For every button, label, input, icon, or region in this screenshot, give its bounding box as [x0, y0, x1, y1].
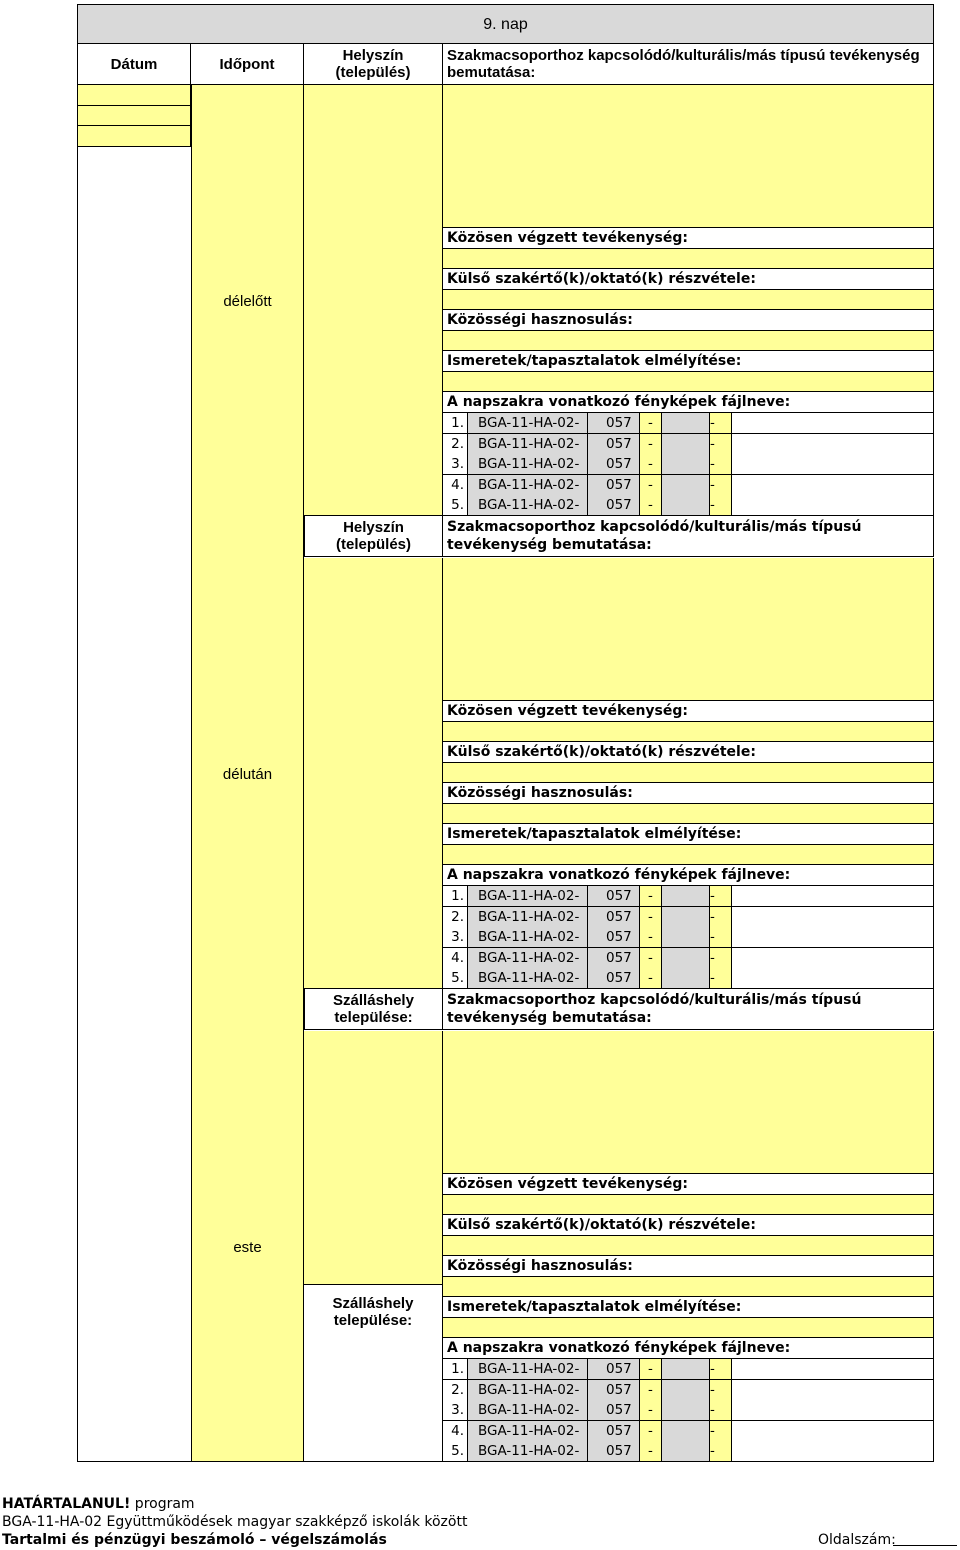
section-input-kozossegi[interactable] — [443, 804, 934, 824]
photo-separator — [662, 886, 710, 907]
photo-code: BGA-11-HA-02- — [468, 948, 588, 969]
photo-code: BGA-11-HA-02- — [468, 907, 588, 928]
photo-dash-1[interactable]: - — [640, 968, 662, 989]
photo-separator — [662, 948, 710, 969]
period-label: délután — [222, 765, 273, 783]
photo-group: 057 — [588, 968, 640, 989]
place-header: Helyszín (település) — [304, 44, 443, 85]
photo-dash-2[interactable]: - — [710, 1400, 732, 1421]
photo-dash-2[interactable]: - — [710, 907, 732, 928]
photo-dash-1[interactable]: - — [640, 927, 662, 948]
photo-dash-1[interactable]: - — [640, 907, 662, 928]
photo-dash-2[interactable]: - — [710, 948, 732, 969]
photo-dash-1[interactable]: - — [640, 1380, 662, 1401]
photo-dash-2[interactable]: - — [710, 413, 732, 434]
photo-row-blank — [732, 1421, 934, 1442]
photo-separator — [662, 1441, 710, 1462]
photo-separator — [662, 454, 710, 475]
time-header: Időpont — [191, 44, 304, 85]
photo-dash-2[interactable]: - — [710, 434, 732, 455]
section-label-kozossegi: Közösségi hasznosulás: — [443, 783, 934, 804]
photo-separator — [662, 1421, 710, 1442]
photo-separator — [662, 413, 710, 434]
photo-dash-1[interactable]: - — [640, 495, 662, 516]
photo-code: BGA-11-HA-02- — [468, 886, 588, 907]
photo-dash-2[interactable]: - — [710, 1421, 732, 1442]
photo-dash-1[interactable]: - — [640, 1421, 662, 1442]
photo-row-blank — [732, 1400, 934, 1421]
place-input[interactable] — [304, 558, 443, 989]
photo-row-number: 2. — [443, 907, 468, 928]
photo-code: BGA-11-HA-02- — [468, 1380, 588, 1401]
section-input-kozos[interactable] — [443, 722, 934, 742]
section-label-kulso: Külső szakértő(k)/oktató(k) részvétele: — [443, 742, 934, 763]
photo-dash-1[interactable]: - — [640, 1359, 662, 1380]
section-input-kozos[interactable] — [443, 249, 934, 269]
photo-code: BGA-11-HA-02- — [468, 1441, 588, 1462]
photo-separator — [662, 1380, 710, 1401]
photo-separator — [662, 1400, 710, 1421]
section-input-kulso[interactable] — [443, 763, 934, 783]
section-input-kulso[interactable] — [443, 1236, 934, 1256]
place-header: Helyszín (település) — [304, 516, 443, 557]
photo-row-number: 3. — [443, 927, 468, 948]
photos-label: A napszakra vonatkozó fényképek fájlneve: — [443, 1338, 934, 1359]
photo-row-blank — [732, 948, 934, 969]
activity-description-input[interactable] — [443, 85, 934, 228]
section-input-ismeretek[interactable] — [443, 372, 934, 392]
section-label-ismeretek: Ismeretek/tapasztalatok elmélyítése: — [443, 1297, 934, 1318]
photo-row-number: 2. — [443, 1380, 468, 1401]
photo-dash-1[interactable]: - — [640, 886, 662, 907]
photo-dash-1[interactable]: - — [640, 1400, 662, 1421]
photo-group: 057 — [588, 434, 640, 455]
photo-dash-2[interactable]: - — [710, 495, 732, 516]
photo-code: BGA-11-HA-02- — [468, 927, 588, 948]
period-label: este — [233, 1238, 262, 1256]
photo-row-number: 3. — [443, 1400, 468, 1421]
photo-row-blank — [732, 1359, 934, 1380]
place-header: Szálláshely települése: — [304, 989, 443, 1030]
photo-row-blank — [732, 413, 934, 434]
page-label: Oldalszám: — [818, 1532, 896, 1548]
date-input-2[interactable] — [77, 106, 191, 126]
place-input[interactable] — [304, 85, 443, 516]
photo-row-number: 2. — [443, 434, 468, 455]
period-label: délelőtt — [223, 292, 272, 310]
date-header: Dátum — [77, 44, 191, 85]
photo-code: BGA-11-HA-02- — [468, 475, 588, 496]
section-label-kozossegi: Közösségi hasznosulás: — [443, 310, 934, 331]
photo-code: BGA-11-HA-02- — [468, 968, 588, 989]
photo-row-number: 5. — [443, 1441, 468, 1462]
photo-row-blank — [732, 907, 934, 928]
photo-code: BGA-11-HA-02- — [468, 434, 588, 455]
activity-header: Szakmacsoporthoz kapcsolódó/kulturális/más típusú tevékenység bemutatása: — [443, 44, 934, 85]
accommodation-label: Szálláshely települése: — [304, 1285, 443, 1462]
photo-dash-2[interactable]: - — [710, 1441, 732, 1462]
photo-row-blank — [732, 927, 934, 948]
section-label-ismeretek: Ismeretek/tapasztalatok elmélyítése: — [443, 351, 934, 372]
photo-dash-2[interactable]: - — [710, 1380, 732, 1401]
photos-label: A napszakra vonatkozó fényképek fájlneve: — [443, 392, 934, 413]
section-input-ismeretek[interactable] — [443, 1318, 934, 1338]
section-input-kozossegi[interactable] — [443, 331, 934, 351]
photo-row-number: 5. — [443, 968, 468, 989]
photo-group: 057 — [588, 495, 640, 516]
photo-dash-1[interactable]: - — [640, 454, 662, 475]
section-input-ismeretek[interactable] — [443, 845, 934, 865]
page-number-line[interactable] — [893, 1545, 957, 1546]
photo-code: BGA-11-HA-02- — [468, 413, 588, 434]
photo-row-number: 5. — [443, 495, 468, 516]
photo-row-number: 4. — [443, 475, 468, 496]
photo-code: BGA-11-HA-02- — [468, 1421, 588, 1442]
photo-separator — [662, 475, 710, 496]
section-label-kulso: Külső szakértő(k)/oktató(k) részvétele: — [443, 1215, 934, 1236]
photo-separator — [662, 927, 710, 948]
section-label-kulso: Külső szakértő(k)/oktató(k) részvétele: — [443, 269, 934, 290]
photo-group: 057 — [588, 1441, 640, 1462]
photo-dash-2[interactable]: - — [710, 475, 732, 496]
photo-dash-2[interactable]: - — [710, 454, 732, 475]
date-input-1[interactable] — [77, 85, 191, 106]
photo-code: BGA-11-HA-02- — [468, 1400, 588, 1421]
photo-dash-2[interactable]: - — [710, 968, 732, 989]
activity-description-input[interactable] — [443, 558, 934, 701]
photo-group: 057 — [588, 927, 640, 948]
photo-dash-2[interactable]: - — [710, 886, 732, 907]
photo-row-number: 4. — [443, 948, 468, 969]
photo-group: 057 — [588, 1400, 640, 1421]
photo-group: 057 — [588, 1421, 640, 1442]
photo-row-number: 1. — [443, 1359, 468, 1380]
section-input-kozos[interactable] — [443, 1195, 934, 1215]
photo-row-number: 3. — [443, 454, 468, 475]
photo-row-number: 1. — [443, 413, 468, 434]
place-input[interactable] — [304, 1031, 443, 1285]
photo-group: 057 — [588, 1380, 640, 1401]
section-label-ismeretek: Ismeretek/tapasztalatok elmélyítése: — [443, 824, 934, 845]
photo-separator — [662, 968, 710, 989]
photo-row-blank — [732, 968, 934, 989]
photo-row-blank — [732, 495, 934, 516]
photo-separator — [662, 495, 710, 516]
activity-description-input[interactable] — [443, 1031, 934, 1174]
report-line: Tartalmi és pénzügyi beszámoló – végelszámolás — [2, 1532, 387, 1548]
section-label-kozos: Közösen végzett tevékenység: — [443, 701, 934, 722]
photo-row-blank — [732, 475, 934, 496]
program-suffix: program — [130, 1496, 195, 1512]
photo-code: BGA-11-HA-02- — [468, 1359, 588, 1380]
program-name: HATÁRTALANUL! — [2, 1496, 131, 1512]
photos-label: A napszakra vonatkozó fényképek fájlneve: — [443, 865, 934, 886]
photo-row-blank — [732, 886, 934, 907]
photo-dash-1[interactable]: - — [640, 475, 662, 496]
section-label-kozos: Közösen végzett tevékenység: — [443, 1174, 934, 1195]
photo-group: 057 — [588, 1359, 640, 1380]
date-column-blank — [77, 147, 191, 1462]
photo-dash-2[interactable]: - — [710, 927, 732, 948]
photo-separator — [662, 907, 710, 928]
section-label-kozos: Közösen végzett tevékenység: — [443, 228, 934, 249]
activity-header: Szakmacsoporthoz kapcsolódó/kulturális/más típusú tevékenység bemutatása: — [443, 989, 934, 1030]
photo-row-number: 1. — [443, 886, 468, 907]
photo-dash-2[interactable]: - — [710, 1359, 732, 1380]
photo-separator — [662, 434, 710, 455]
photo-row-blank — [732, 1380, 934, 1401]
project-line: BGA-11-HA-02 Együttműködések magyar szakképző iskolák között — [2, 1514, 468, 1530]
photo-row-blank — [732, 454, 934, 475]
photo-code: BGA-11-HA-02- — [468, 454, 588, 475]
photo-row-number: 4. — [443, 1421, 468, 1442]
day-title: 9. nap — [77, 4, 934, 44]
photo-group: 057 — [588, 948, 640, 969]
photo-dash-1[interactable]: - — [640, 948, 662, 969]
photo-group: 057 — [588, 886, 640, 907]
photo-code: BGA-11-HA-02- — [468, 495, 588, 516]
activity-header: Szakmacsoporthoz kapcsolódó/kulturális/más típusú tevékenység bemutatása: — [443, 516, 934, 557]
photo-dash-1[interactable]: - — [640, 1441, 662, 1462]
photo-separator — [662, 1359, 710, 1380]
photo-group: 057 — [588, 907, 640, 928]
photo-row-blank — [732, 1441, 934, 1462]
section-label-kozossegi: Közösségi hasznosulás: — [443, 1256, 934, 1277]
photo-group: 057 — [588, 475, 640, 496]
section-input-kulso[interactable] — [443, 290, 934, 310]
program-line — [2, 1495, 602, 1513]
photo-group: 057 — [588, 454, 640, 475]
photo-dash-1[interactable]: - — [640, 413, 662, 434]
photo-dash-1[interactable]: - — [640, 434, 662, 455]
photo-group: 057 — [588, 413, 640, 434]
date-input-3[interactable] — [77, 126, 191, 147]
photo-row-blank — [732, 434, 934, 455]
section-input-kozossegi[interactable] — [443, 1277, 934, 1297]
